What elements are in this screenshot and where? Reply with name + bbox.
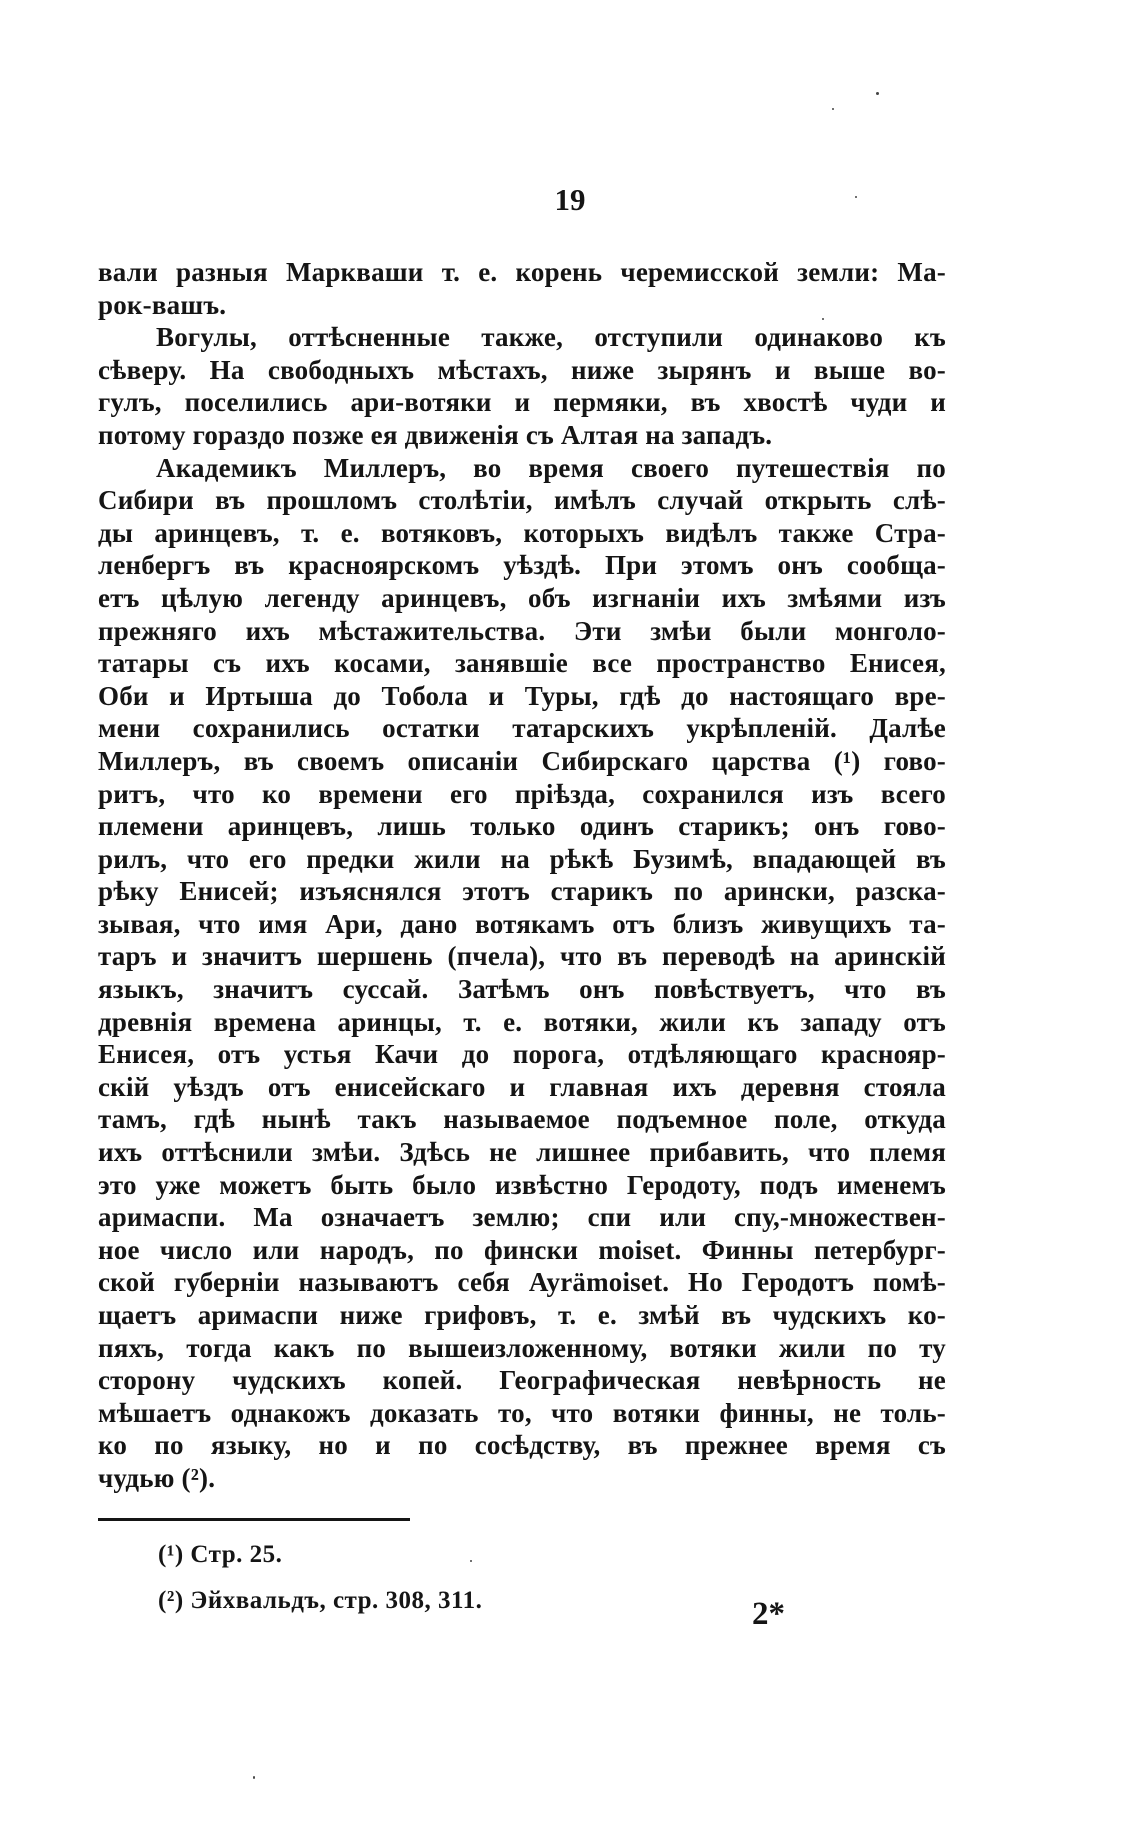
scan-speck <box>832 108 834 110</box>
scan-speck <box>470 1560 472 1562</box>
text-line: ихъ оттѣснили змѣи. Здѣсь не лишнее прибавить, что племя <box>98 1137 946 1168</box>
text-line: рилъ, что его предки жили на рѣкѣ Бузимѣ, впадающей въ <box>98 843 946 874</box>
text-line: вали разныя Маркваши т. е. корень черемисской земли: Ма- <box>98 257 946 287</box>
scan-speck <box>253 1776 255 1779</box>
signature-mark: 2* <box>752 1596 785 1632</box>
text-line: Миллеръ, въ своемъ описаніи Сибирскаго царства (¹) гово- <box>98 745 946 776</box>
text-line: Академикъ Миллеръ, во время своего путешествія по <box>156 452 946 483</box>
body-text <box>98 256 946 1495</box>
text-line: тамъ, гдѣ нынѣ такъ называемое подъемное поле, откуда <box>98 1104 946 1135</box>
text-line: мѣшаетъ однакожъ доказать то, что вотяки финны, не толь- <box>98 1397 946 1428</box>
footnote-divider <box>98 1518 410 1521</box>
text-line: Сибири въ прошломъ столѣтіи, имѣлъ случай открыть слѣ- <box>98 485 946 516</box>
text-line: рѣку Енисей; изъяснялся этотъ старикъ по арински, разска- <box>98 876 946 907</box>
scan-speck <box>822 318 824 320</box>
text-line: мени сохранились остатки татарскихъ укрѣпленій. Далѣе <box>98 713 946 744</box>
text-line: ской губерніи называютъ себя Ayrämoiset. Но Геродотъ помѣ- <box>98 1267 946 1298</box>
text-line: ды аринцевъ, т. е. вотяковъ, которыхъ видѣлъ также Стра- <box>98 517 946 548</box>
text-line: пяхъ, тогда какъ по вышеизложенному, вотяки жили по ту <box>98 1332 946 1363</box>
text-line: ко по языку, но и по сосѣдству, въ прежнее время съ <box>98 1430 946 1461</box>
text-line: ное число или народъ, по фински moiset. Финны петербург- <box>98 1234 946 1265</box>
text-line: зывая, что имя Ари, дано вотякамъ отъ близъ живущихъ та- <box>98 908 946 939</box>
text-line: потому гораздо позже ея движенія съ Алтая на западъ. <box>98 419 773 450</box>
text-line: прежняго ихъ мѣстажительства. Эти змѣи были монголо- <box>98 615 946 646</box>
text-line: рок-вашъ. <box>98 289 227 320</box>
text-line: Вогулы, оттѣсненные также, отступили одинаково къ <box>156 322 946 353</box>
scan-speck <box>855 196 857 198</box>
footnotes <box>158 1532 758 1624</box>
text-line: древнія времена аринцы, т. е. вотяки, жили къ западу отъ <box>98 1006 946 1037</box>
footnote-2: (²) Эйхвальдъ, стр. 308, 311. <box>158 1587 483 1614</box>
text-line: аримаспи. Ма означаетъ землю; спи или спу,-множествен- <box>98 1202 946 1233</box>
text-line: ритъ, что ко времени его пріѣзда, сохранился изъ всего <box>98 778 946 809</box>
text-line: Оби и Иртыша до Тобола и Туры, гдѣ до настоящаго вре- <box>98 680 946 711</box>
text-line: гулъ, поселились ари-вотяки и пермяки, въ хвостѣ чуди и <box>98 387 946 418</box>
text-line: языкъ, значитъ суссай. Затѣмъ онъ повѣствуетъ, что въ <box>98 974 946 1005</box>
text-line: таръ и значитъ шершень (пчела), что въ переводѣ на аринскій <box>98 941 946 972</box>
text-line: сторону чудскихъ копей. Географическая невѣрность не <box>98 1365 946 1396</box>
text-line: скій уѣздъ отъ енисейскаго и главная ихъ деревня стояла <box>98 1071 946 1102</box>
text-line: сѣверу. На свободныхъ мѣстахъ, ниже зырянъ и выше во- <box>98 354 946 385</box>
text-line: щаетъ аримаспи ниже грифовъ, т. е. змѣй въ чудскихъ ко- <box>98 1300 946 1330</box>
page-number: 19 <box>554 182 586 217</box>
text-line: ленбергъ въ красноярскомъ уѣздѣ. При этомъ онъ сообща- <box>98 550 946 581</box>
text-line: етъ цѣлую легенду аринцевъ, объ изгнаніи ихъ змѣями изъ <box>98 582 946 613</box>
text-line: Енисея, отъ устья Качи до порога, отдѣляющаго краснояр- <box>98 1039 946 1070</box>
text-line: это уже можетъ быть было извѣстно Геродоту, подъ именемъ <box>98 1169 946 1200</box>
text-line: племени аринцевъ, лишь только одинъ старикъ; онъ гово- <box>98 811 946 842</box>
text-line: чудью (²). <box>98 1462 216 1493</box>
scan-speck <box>876 92 879 95</box>
footnote-1: (¹) Стр. 25. <box>158 1541 283 1568</box>
text-line: татары съ ихъ косами, занявшіе все пространство Енисея, <box>98 648 946 679</box>
